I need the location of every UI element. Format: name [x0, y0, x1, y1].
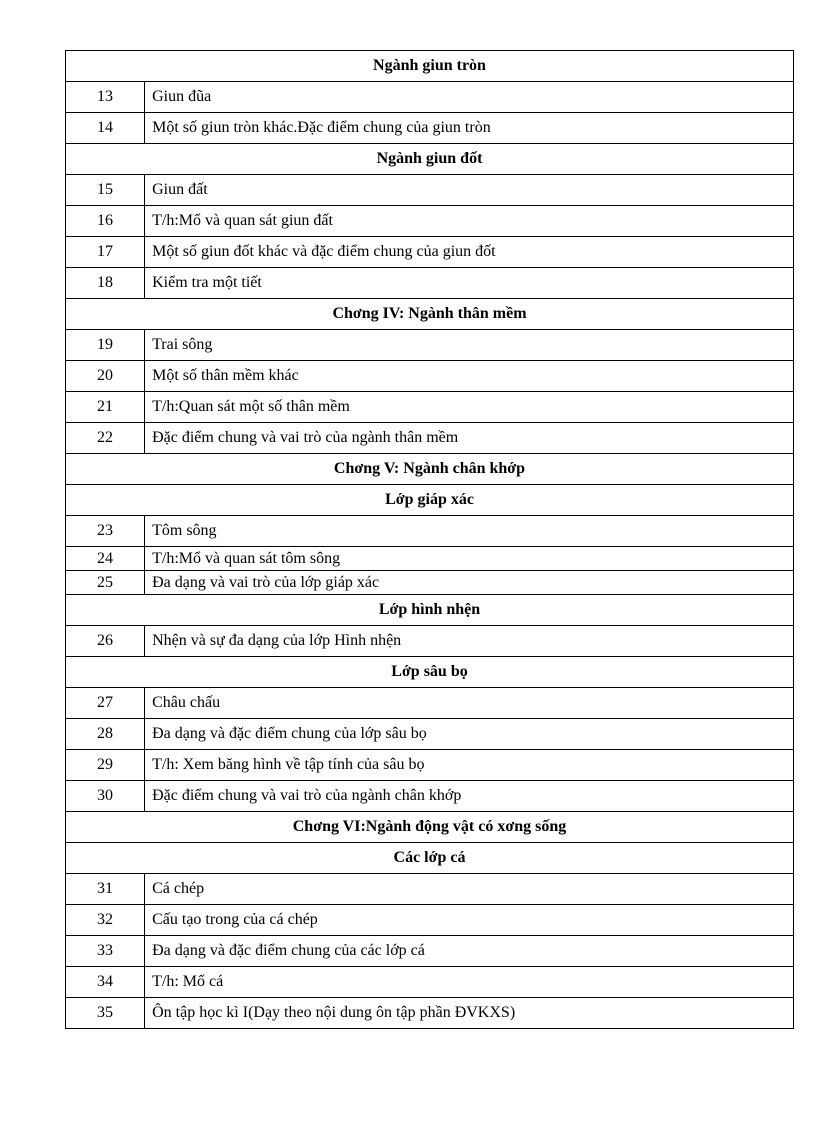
- lesson-title: Một số giun tròn khác.Đặc điểm chung của giun tròn: [145, 113, 794, 144]
- lesson-row: [66, 998, 794, 1029]
- lesson-row: [66, 361, 794, 392]
- lesson-row: [66, 688, 794, 719]
- lesson-number: 13: [66, 82, 145, 113]
- lesson-title: Châu chấu: [145, 688, 794, 719]
- lesson-row: [66, 547, 794, 571]
- section-row: [66, 299, 794, 330]
- lesson-number: 17: [66, 237, 145, 268]
- lesson-number: 16: [66, 206, 145, 237]
- lesson-row: [66, 392, 794, 423]
- lesson-title: Đa dạng và đặc điểm chung của các lớp cá: [145, 936, 794, 967]
- section-row: [66, 812, 794, 843]
- lesson-row: [66, 206, 794, 237]
- lesson-number: 14: [66, 113, 145, 144]
- lesson-title: Một số thân mềm khác: [145, 361, 794, 392]
- lesson-number: 18: [66, 268, 145, 299]
- lesson-title: Một số giun đốt khác và đặc điểm chung của giun đốt: [145, 237, 794, 268]
- lesson-row: [66, 571, 794, 595]
- lesson-title: Tôm sông: [145, 516, 794, 547]
- section-heading: Lớp sâu bọ: [66, 657, 794, 688]
- lesson-row: [66, 113, 794, 144]
- lesson-number: 26: [66, 626, 145, 657]
- lesson-row: [66, 330, 794, 361]
- section-heading: Ngành giun đốt: [66, 144, 794, 175]
- lesson-row: [66, 268, 794, 299]
- lesson-number: 22: [66, 423, 145, 454]
- lesson-title: Cá chép: [145, 874, 794, 905]
- lesson-title: Đa dạng và đặc điểm chung của lớp sâu bọ: [145, 719, 794, 750]
- section-row: [66, 843, 794, 874]
- lesson-number: 28: [66, 719, 145, 750]
- lesson-number: 19: [66, 330, 145, 361]
- lesson-number: 34: [66, 967, 145, 998]
- lesson-number: 29: [66, 750, 145, 781]
- lesson-title: T/h:Quan sát một số thân mềm: [145, 392, 794, 423]
- lesson-title: T/h: Mổ cá: [145, 967, 794, 998]
- lesson-number: 35: [66, 998, 145, 1029]
- section-heading: Lớp giáp xác: [66, 485, 794, 516]
- lesson-title: Đặc điểm chung và vai trò của ngành chân khớp: [145, 781, 794, 812]
- section-heading: Lớp hình nhện: [66, 595, 794, 626]
- lesson-title: Đa dạng và vai trò của lớp giáp xác: [145, 571, 794, 595]
- lesson-number: 33: [66, 936, 145, 967]
- lesson-title: T/h: Xem băng hình về tập tính của sâu bọ: [145, 750, 794, 781]
- lesson-title: Cấu tạo trong của cá chép: [145, 905, 794, 936]
- lesson-number: 15: [66, 175, 145, 206]
- lesson-number: 31: [66, 874, 145, 905]
- lesson-title: Kiểm tra một tiết: [145, 268, 794, 299]
- lesson-number: 20: [66, 361, 145, 392]
- lesson-number: 27: [66, 688, 145, 719]
- section-heading: Chơng IV: Ngành thân mềm: [66, 299, 794, 330]
- section-row: [66, 144, 794, 175]
- lesson-title: Nhện và sự đa dạng của lớp Hình nhện: [145, 626, 794, 657]
- lesson-title: Đặc điểm chung và vai trò của ngành thân mềm: [145, 423, 794, 454]
- lesson-title: Giun đũa: [145, 82, 794, 113]
- lesson-row: [66, 874, 794, 905]
- lesson-title: Trai sông: [145, 330, 794, 361]
- lesson-number: 21: [66, 392, 145, 423]
- lesson-row: [66, 719, 794, 750]
- section-heading: Chơng VI:Ngành động vật có xơng sống: [66, 812, 794, 843]
- lesson-title: T/h:Mổ và quan sát tôm sông: [145, 547, 794, 571]
- lesson-number: 23: [66, 516, 145, 547]
- lesson-title: T/h:Mổ và quan sát giun đất: [145, 206, 794, 237]
- lesson-row: [66, 423, 794, 454]
- section-row: [66, 454, 794, 485]
- section-heading: Chơng V: Ngành chân khớp: [66, 454, 794, 485]
- section-heading: Các lớp cá: [66, 843, 794, 874]
- lesson-row: [66, 82, 794, 113]
- lesson-number: 24: [66, 547, 145, 571]
- section-row: [66, 51, 794, 82]
- lesson-row: [66, 967, 794, 998]
- lesson-number: 32: [66, 905, 145, 936]
- lesson-number: 25: [66, 571, 145, 595]
- lesson-row: [66, 905, 794, 936]
- lesson-row: [66, 936, 794, 967]
- lesson-row: [66, 237, 794, 268]
- lesson-row: [66, 516, 794, 547]
- lesson-row: [66, 781, 794, 812]
- lesson-row: [66, 175, 794, 206]
- section-row: [66, 485, 794, 516]
- section-row: [66, 595, 794, 626]
- lesson-row: [66, 626, 794, 657]
- lesson-title: Ôn tập học kì I(Dạy theo nội dung ôn tập phần ĐVKXS): [145, 998, 794, 1029]
- lesson-number: 30: [66, 781, 145, 812]
- section-row: [66, 657, 794, 688]
- curriculum-table: [65, 50, 794, 1029]
- lesson-title: Giun đất: [145, 175, 794, 206]
- lesson-row: [66, 750, 794, 781]
- section-heading: Ngành giun tròn: [66, 51, 794, 82]
